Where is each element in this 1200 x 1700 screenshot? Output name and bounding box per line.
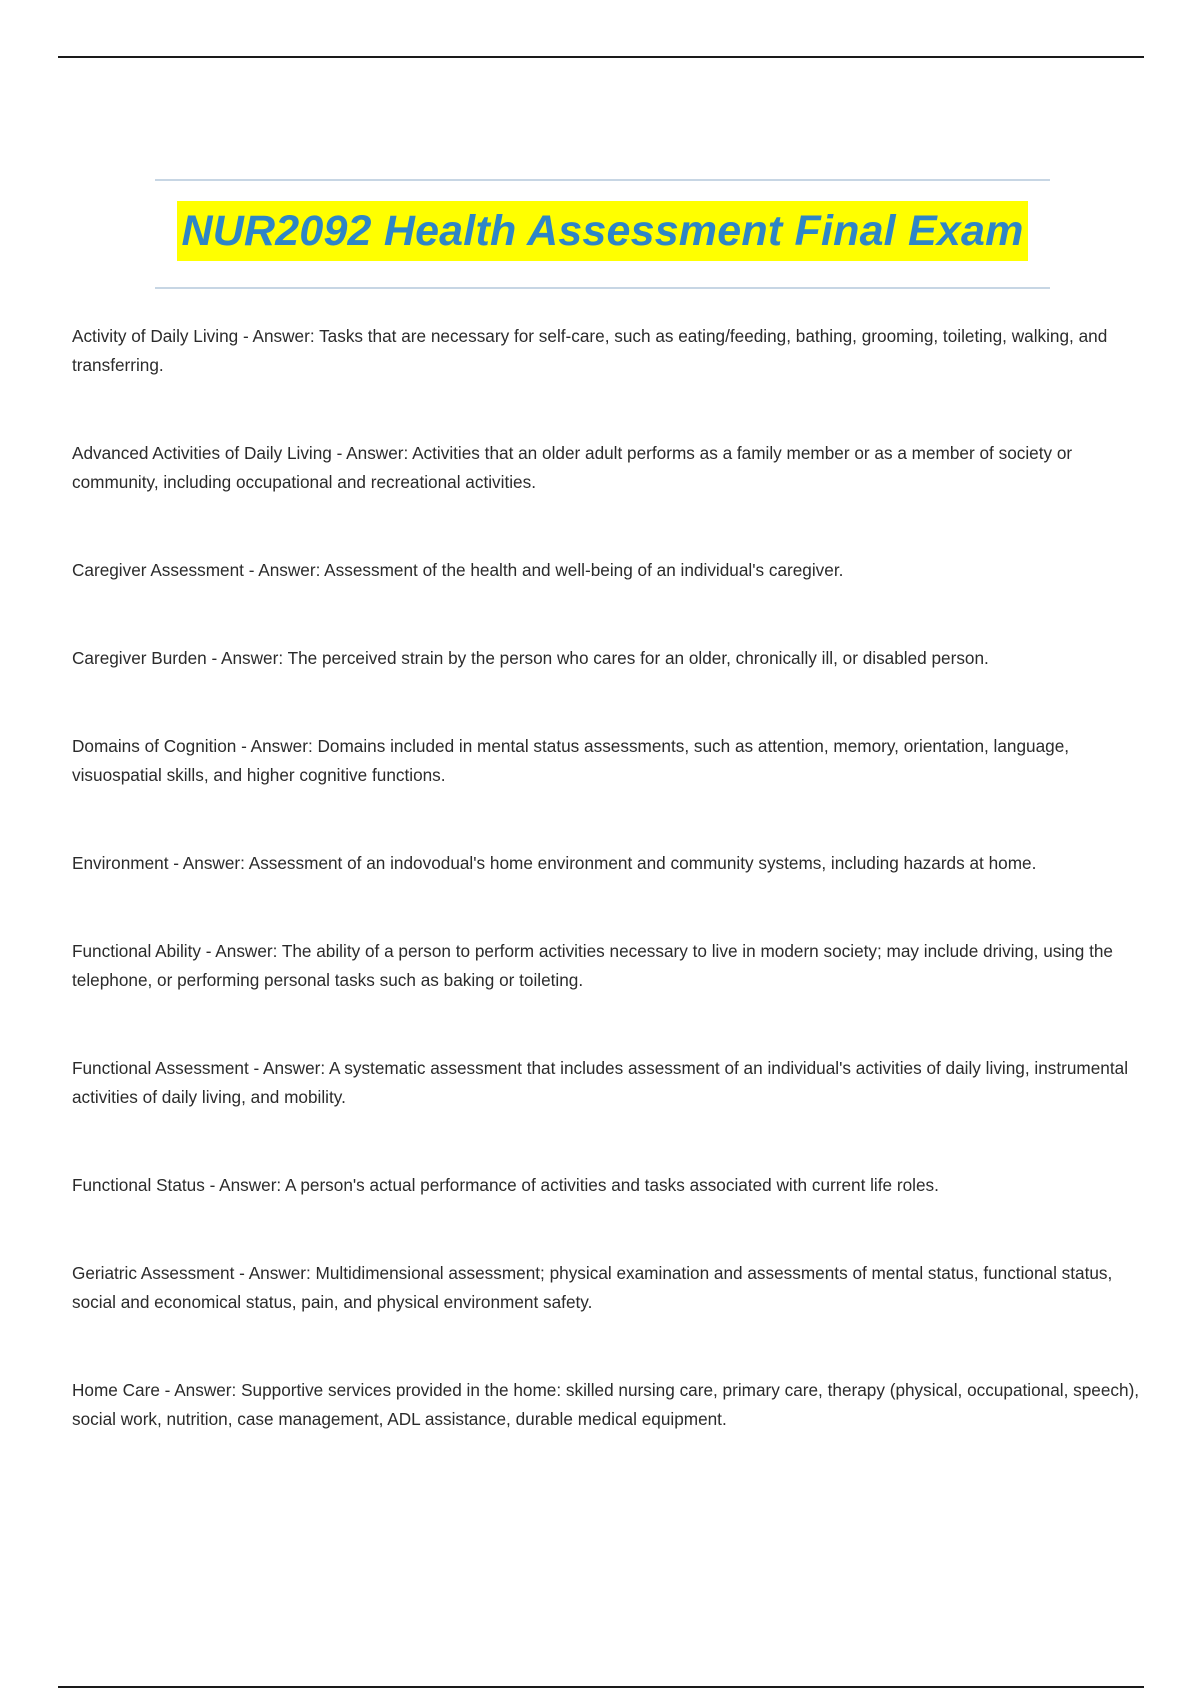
qa-entry-advanced-activities-of-daily-living: Advanced Activities of Daily Living - Answer: Activities that an older adult performs as a family member or as a member of society or community, including occupational and recreational activities.	[72, 443, 1073, 492]
qa-entry-caregiver-assessment: Caregiver Assessment - Answer: Assessment of the health and well-being of an individual's caregiver.	[72, 560, 844, 580]
page-bottom-rule	[58, 1686, 1144, 1688]
title-block	[155, 177, 1050, 289]
title-wrap	[155, 201, 1050, 261]
document-title: NUR2092 Health Assessment Final Exam	[177, 201, 1027, 261]
qa-entry-domains-of-cognition: Domains of Cognition - Answer: Domains included in mental status assessments, such as attention, memory, orientation, language, visuospatial skills, and higher cognitive functions.	[72, 736, 1070, 785]
qa-entry-environment: Environment - Answer: Assessment of an indovodual's home environment and community systems, including hazards at home.	[72, 853, 1037, 873]
page-top-rule	[58, 56, 1144, 58]
title-upper-rule	[155, 179, 1050, 181]
qa-entry-caregiver-burden: Caregiver Burden - Answer: The perceived strain by the person who cares for an older, chronically ill, or disabled person.	[72, 648, 989, 668]
qa-entry-functional-ability: Functional Ability - Answer: The ability of a person to perform activities necessary to live in modern society; may include driving, using the telephone, or performing personal tasks such as baking or toileting.	[72, 941, 1113, 990]
qa-entry-geriatric-assessment: Geriatric Assessment - Answer: Multidimensional assessment; physical examination and assessments of mental status, functional status, social and economical status, pain, and physical environment safety.	[72, 1263, 1113, 1312]
qa-entry-activity-of-daily-living: Activity of Daily Living - Answer: Tasks that are necessary for self-care, such as eating/feeding, bathing, grooming, toileting, walking, and transferring.	[72, 326, 1108, 375]
qa-entry-functional-status: Functional Status - Answer: A person's actual performance of activities and tasks associated with current life roles.	[72, 1175, 939, 1195]
title-lower-rule	[155, 287, 1050, 289]
qa-entries-list	[72, 322, 1140, 1434]
qa-entry-home-care: Home Care - Answer: Supportive services provided in the home: skilled nursing care, primary care, therapy (physical, occupational, speech), social work, nutrition, case management, ADL assistance, durable medical equipment.	[72, 1380, 1140, 1429]
qa-entry-functional-assessment: Functional Assessment - Answer: A systematic assessment that includes assessment of an individual's activities of daily living, instrumental activities of daily living, and mobility.	[72, 1058, 1129, 1107]
